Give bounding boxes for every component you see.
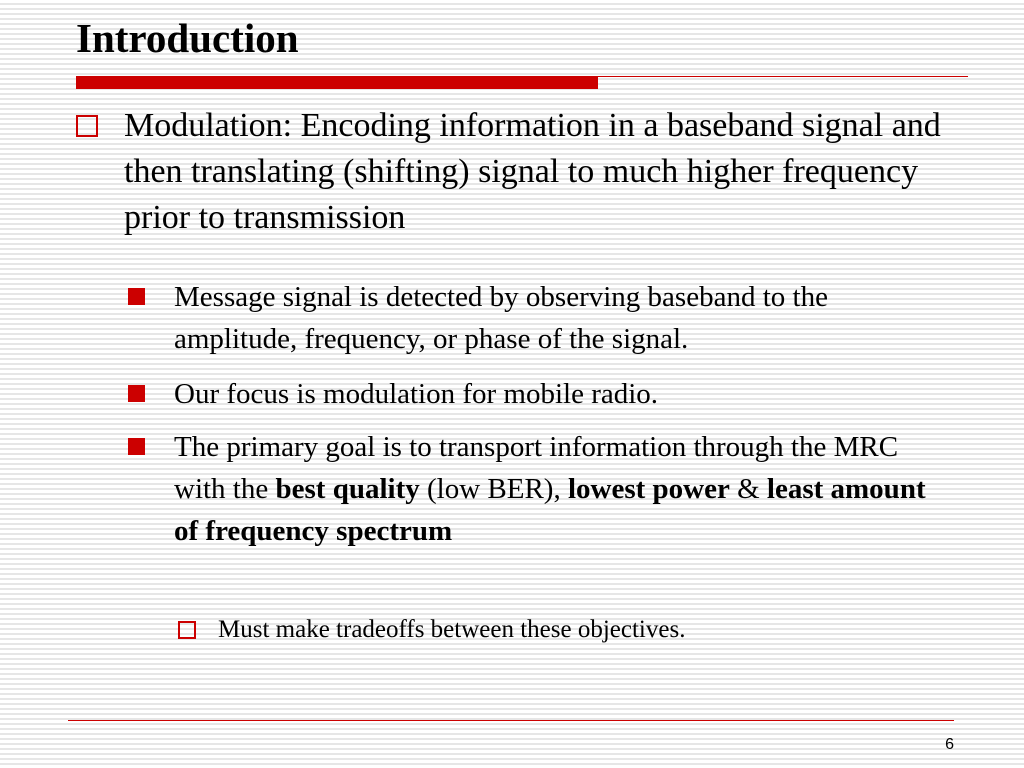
- page-number: 6: [945, 736, 954, 753]
- title-rule-thick: [76, 77, 598, 89]
- bullet-message-signal-text: Message signal is detected by observing baseband to the amplitude, frequency, or phase of the signal.: [174, 281, 828, 355]
- bullet-tradeoffs-text: Must make tradeoffs between these objectives.: [218, 616, 686, 643]
- bullet-primary-goal: [174, 426, 944, 552]
- hollow-square-bullet-icon: [178, 621, 196, 639]
- solid-square-bullet-icon: [128, 288, 145, 305]
- bullet-tradeoffs: [218, 612, 938, 648]
- goal-emphasis-lowest-power: lowest power: [567, 473, 730, 505]
- goal-text-part2: (low BER),: [419, 473, 568, 505]
- bullet-message-signal: [174, 276, 944, 360]
- footer-rule: [68, 720, 954, 721]
- slide-title: Introduction: [76, 15, 299, 61]
- bullet-modulation: [124, 103, 964, 241]
- goal-text-part3: &: [729, 473, 767, 505]
- solid-square-bullet-icon: [128, 438, 145, 455]
- bullet-primary-goal-text: [174, 426, 944, 552]
- bullet-focus: [174, 373, 944, 415]
- bullet-modulation-text: Modulation: Encoding information in a baseband signal and then translating (shifting) signal to much higher frequency prior to transmission: [124, 107, 941, 236]
- solid-square-bullet-icon: [128, 385, 145, 402]
- goal-emphasis-best-quality: best quality: [275, 473, 420, 505]
- goal-text-part1: The primary goal is to transport information through the MRC with the: [174, 431, 899, 505]
- goal-emphasis-least-spectrum: least amount of frequency spectrum: [174, 473, 926, 547]
- bullet-focus-text: Our focus is modulation for mobile radio.: [174, 378, 659, 410]
- hollow-square-bullet-icon: [76, 115, 98, 137]
